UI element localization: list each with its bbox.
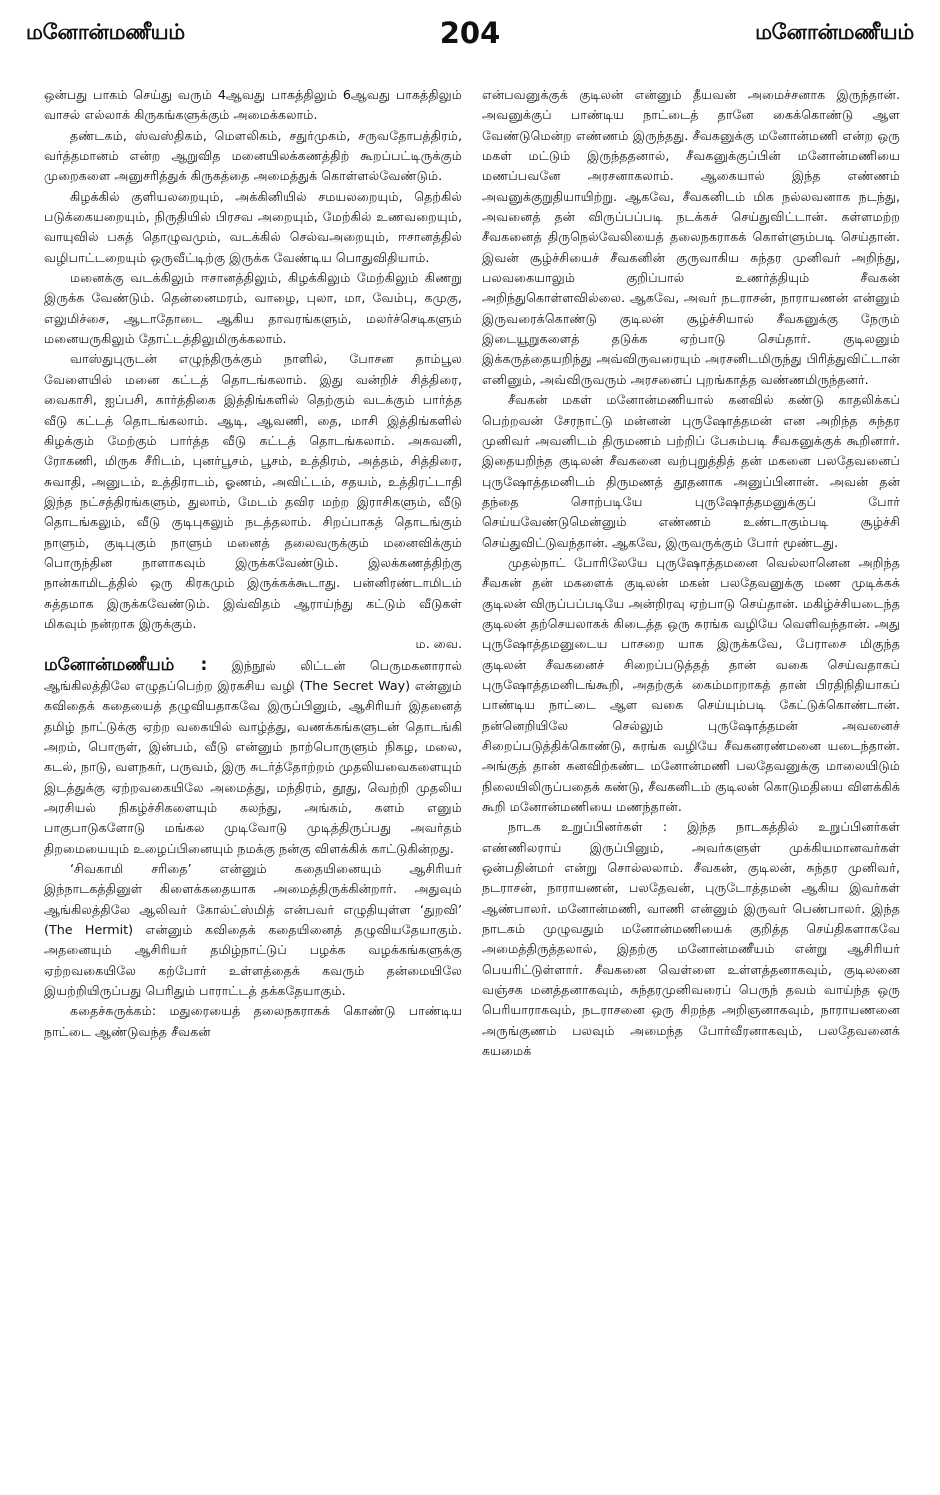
paragraph: சீவகன் மகள் மனோன்மணியால் கனவில் கண்டு காதலிக்கப் பெற்றவன் சேரநாட்டு மன்னன் புருஷோத்தமன் என அறிந்த சுந்தர முனிவர் அவனிடம் திருமணம் பற்றிப் பேசும்படி சீவகனுக்குக் கூறினார். இதையறிந்த குடிலன் சீவகனை வற்புறுத்தித் தன் மகனை பலதேவனைப் புருஷோத்தமனிடம் திருமணத் தூதனாக அனுப்பினான். அவன் தன் தந்தை சொற்படியே புருஷோத்தமனுக்குப் போர் செய்யவேண்டுமென்னும் எண்ணம் உண்டாகும்படி சூழ்ச்சி செய்துவிட்டுவந்தான். ஆகவே, இருவருக்கும் போர் மூண்டது. — [482, 392, 900, 550]
author-initials: ம. வை. — [415, 636, 462, 652]
text-columns — [44, 85, 900, 1483]
signature-line — [44, 634, 462, 654]
paragraph: நாடக உறுப்பினர்கள் : இந்த நாடகத்தில் உறுப்பினர்கள் எண்ணிலராய் இருப்பினும், அவர்களுள் முக்கியமானவர்கள் ஒன்பதின்மர் என்று சொல்லலாம். சீவகன், குடிலன், சுந்தர முனிவர், நடராசன், நாராயணன், பலதேவன், புருடோத்தமன் ஆகிய இவர்கள் ஆண்பாலர். மனோன்மணி, வாணி என்னும் இருவர் பெண்பாலர். இந்த நாடகம் முழுவதும் மனோன்மணியைக் குறித்த செய்திகளாகவே அமைத்திருத்தலால், இதற்கு மனோன்மணீயம் என்று ஆசிரியர் பெயரிட்டுள்ளார். சீவகனை வெள்ளை உள்ளத்தனாகவும், குடிலனை வஞ்சக மனத்தனாகவும், சுந்தரமுனிவரைப் பெருந் தவம் வாய்ந்த ஒரு பெரியாராகவும், நடராசனை ஒரு சிறந்த அறிஞனாகவும், நாராயணனை அருங்குணம் பலவும் அமைந்த போர்வீரனாகவும், பலதேவனைக் கயமைக் — [482, 819, 900, 1059]
page-number: 204 — [439, 16, 501, 50]
left-column — [44, 85, 462, 1483]
paragraph: கிழக்கில் குளியலறையும், அக்கினியில் சமயலறையும், தெற்கில் படுக்கையறையும், நிருதியில் பிரசவ அறையும், மேற்கில் உணவறையும், வாயுவில் பசுத் தொழுவமும், வடக்கில் செல்வஅறையும், ஈசானத்தில் வழிபாட்டறையும் ஒருவீட்டிற்கு இருக்க வேண்டிய பொதுவிதியாம். — [44, 188, 462, 265]
paragraph: வாஸ்துபுருடன் எழுந்திருக்கும் நாளில், போசன தாம்பூல வேளையில் மனை கட்டத் தொடங்கலாம். இது வன்றிச் சித்திரை, வைகாசி, ஐப்பசி, கார்த்திகை இத்திங்களில் தெற்கும் வடக்கும் பார்த்த வீடு கட்டத் தொடங்கலாம். ஆடி, ஆவணி, தை, மாசி இத்திங்களில் கிழக்கும் மேற்கும் பார்த்த வீடு கட்டத் தொடங்கலாம். அசுவனி, ரோகணி, மிருக சீரிடம், புனர்பூசம், பூசம், உத்திரம், அத்தம், சித்திரை, சுவாதி, அனுடம், உத்திராடம், ஓணம், அவிட்டம், சதயம், உத்திரட்டாதி இந்த நட்சத்திரங்களும், துலாம், மேடம் தவிர மற்ற இராசிகளும், வீடு தொடங்கலும், வீடு குடிபுகலும் நடத்தலாம். சிறப்பாகத் தொடங்கும் நாளும், குடிபுகும் நாளும் மனைத் தலைவருக்கும் மனைவிக்கும் பொருந்தின நாளாகவும் இருக்கவேண்டும். இலக்கணத்திற்கு நான்காமிடத்தில் ஒரு கிரகமும் இருக்கக்கூடாது. பன்னிரண்டாமிடம் சுத்தமாக இருக்கவேண்டும். இவ்விதம் ஆராய்ந்து கட்டும் வீடுகள் மிகவும் நன்றாக இருக்கும். — [44, 351, 462, 631]
paragraph: மனைக்கு வடக்கிலும் ஈசானத்திலும், கிழக்கிலும் மேற்கிலும் கிணறு இருக்க வேண்டும். தென்னைமரம், வாழை, புலா, மா, வேம்பு, கமுகு, எலுமிச்சை, ஆடாதோடை ஆகிய தாவரங்களும், மலர்ச்செடிகளும் மனையருகிலும் தோட்டத்திலுமிருக்கலாம். — [44, 270, 462, 347]
paragraph: கதைச்சுருக்கம்: மதுரையைத் தலைநகராகக் கொண்டு பாண்டிய நாட்டை ஆண்டுவந்த சீவகன் — [44, 1003, 462, 1039]
running-head-right: மனோன்மணீயம் — [755, 20, 914, 44]
entry-text: இந்நூல் லிட்டன் பெருமகனாரால் ஆங்கிலத்திலே எழுதப்பெற்ற இரகசிய வழி (The Secret Way) என்னும் கவிதைக் கதையைத் தழுவியதாகவே இருப்பினும், ஆசிரியர் இதனைத் தமிழ் நாட்டுக்கு ஏற்ற வகையில் வாழ்த்து, வணக்கங்களுடன் தொடங்கி அறம், பொருள், இன்பம், வீடு என்னும் நாற்பொருளும் நிகழ, மலை, கடல், நாடு, வளநகர், பருவம், இரு சுடர்த்தோற்றம் முதலியவைகளையும் இடத்துக்கு ஏற்றவகையிலே அமைத்து, மந்திரம், தூது, வெற்றி முதலிய அரசியல் நிகழ்ச்சிகளையும் கலந்து, அங்கம், களம் எனும் பாகுபாடுகளோடு மங்கல முடிவோடு முடித்திருப்பது அவர்தம் திறமையையும் உழைப்பினையும் நமக்கு நன்கு விளக்கிக் காட்டுகின்றது. — [44, 657, 462, 856]
paragraph: என்பவனுக்குக் குடிலன் என்னும் தீயவன் அமைச்சனாக இருந்தான். அவனுக்குப் பாண்டிய நாட்டைத் தானே கைக்கொண்டு ஆள வேண்டுமென்ற எண்ணம் இருந்தது. சீவகனுக்கு மனோன்மணி என்ற ஒரு மகள் மட்டும் இருந்ததனால், சீவகனுக்குப்பின் மனோன்மணியை மணப்பவனே அரசனாகலாம். ஆகையால் இந்த எண்ணம் அவனுக்குறுதியாயிற்று. ஆகவே, சீவகனிடம் மிக நல்லவனாக நடந்து, அவனைத் தன் விருப்பப்படி நடக்கச் செய்துவிட்டான். கள்ளமற்ற சீவகனைத் திருநெல்வேலியைத் தலைநகராகக் கொள்ளும்படி செய்தான். இவன் சூழ்ச்சியைச் சீவகனின் குருவாகிய சுந்தர முனிவர் அறிந்து, பலவகையாலும் குறிப்பால் உணர்த்தியும் சீவகன் அறிந்துகொள்ளவில்லை. ஆகவே, அவர் நடராசன், நாராயணன் என்னும் இருவரைக்கொண்டு குடிலன் சூழ்ச்சியால் சீவகனுக்கு நேரும் இடையூறுகளைத் தடுக்க ஏற்பாடு செய்தார். குடிலனும் இக்கருத்தையறிந்து அவ்விருவரையும் அரசனிடமிருந்து பிரித்துவிட்டான் எனினும், அவ்விருவரும் அரசனைப் புறங்காத்த வண்ணமிருந்தனர். — [482, 87, 900, 387]
paragraph — [44, 655, 462, 859]
entry-heading: மனோன்மணீயம் : — [44, 654, 208, 675]
paragraph: முதல்நாட் போரிலேயே புருஷோத்தமனை வெல்லானென அறிந்த சீவகன் தன் மகளைக் குடிலன் மகன் பலதேவனுக்கு மண முடிக்கக் குடிலன் விருப்பப்படியே அன்றிரவு ஏற்பாடு செய்தான். மகிழ்ச்சியடைந்த குடிலன் தற்செயலாகக் கிடைத்த ஒரு சுரங்க வழியே வெளிவந்தான். அது புருஷோத்தமனுடைய பாசறை யாக இருக்கவே, பேராசை மிகுந்த குடிலன் சீவகனைச் சிறைப்படுத்தத் தான் வகை செய்வதாகப் புருஷோத்தமனிடங்கூறி, அதற்குக் கைம்மாறாகத் தான் பிரதிநிதியாகப் பாண்டிய நாட்டை ஆள வகை செய்யும்படி கேட்டுக்கொண்டான். நன்னெறியிலே செல்லும் புருஷோத்தமன் அவனைச் சிறைப்படுத்திக்கொண்டு, சுரங்க வழியே சீவகனரண்மனை யடைந்தான். அங்குத் தான் கனவிற்கண்ட மனோன்மணி பலதேவனுக்கு மாலையிடும் நிலையிலிருப்பதைக் கண்டு, சீவகனிடம் குடிலன் கொடுமதியை விளக்கிக் கூறி மனோன்மணியை மணந்தான். — [482, 554, 900, 815]
right-column — [482, 85, 900, 1483]
paragraph: ஒன்பது பாகம் செய்து வரும் 4ஆவது பாகத்திலும் 6ஆவது பாகத்திலும் வாசல் எல்லாக் கிருகங்களுக்கும் அமைக்கலாம். — [44, 87, 462, 123]
paragraph: ‘சிவகாமி சரிதை’ என்னும் கதையினையும் ஆசிரியர் இந்நாடகத்தினுள் கிளைக்கதையாக அமைத்திருக்கின்றார். அதுவும் ஆங்கிலத்திலே ஆலிவர் கோல்ட்ஸ்மித் என்பவர் எழுதியுள்ள ‘துறவி’ (The Hermit) என்னும் கவிதைக் கதையினைத் தழுவியதேயாகும். அதனையும் ஆசிரியர் தமிழ்நாட்டுப் பழக்க வழக்கங்களுக்கு ஏற்றவகையிலே கற்போர் உள்ளத்தைக் கவரும் தன்மையிலே இயற்றியிருப்பது பெரிதும் பாராட்டத் தக்கதேயாகும். — [44, 861, 462, 999]
running-head-left: மனோன்மணீயம் — [26, 20, 185, 44]
paragraph: தண்டகம், ஸ்வஸ்திகம், மௌலிகம், சதுர்முகம், சருவதோபத்திரம், வர்த்தமானம் என்ற ஆறுவித மனையிலக்கணத்திற் கூறப்பட்டிருக்கும் முறைகளை அனுசரித்துக் கிருகத்தை அமைத்துக் கொள்ளல்வேண்டும். — [44, 127, 462, 184]
page-header — [26, 16, 914, 64]
